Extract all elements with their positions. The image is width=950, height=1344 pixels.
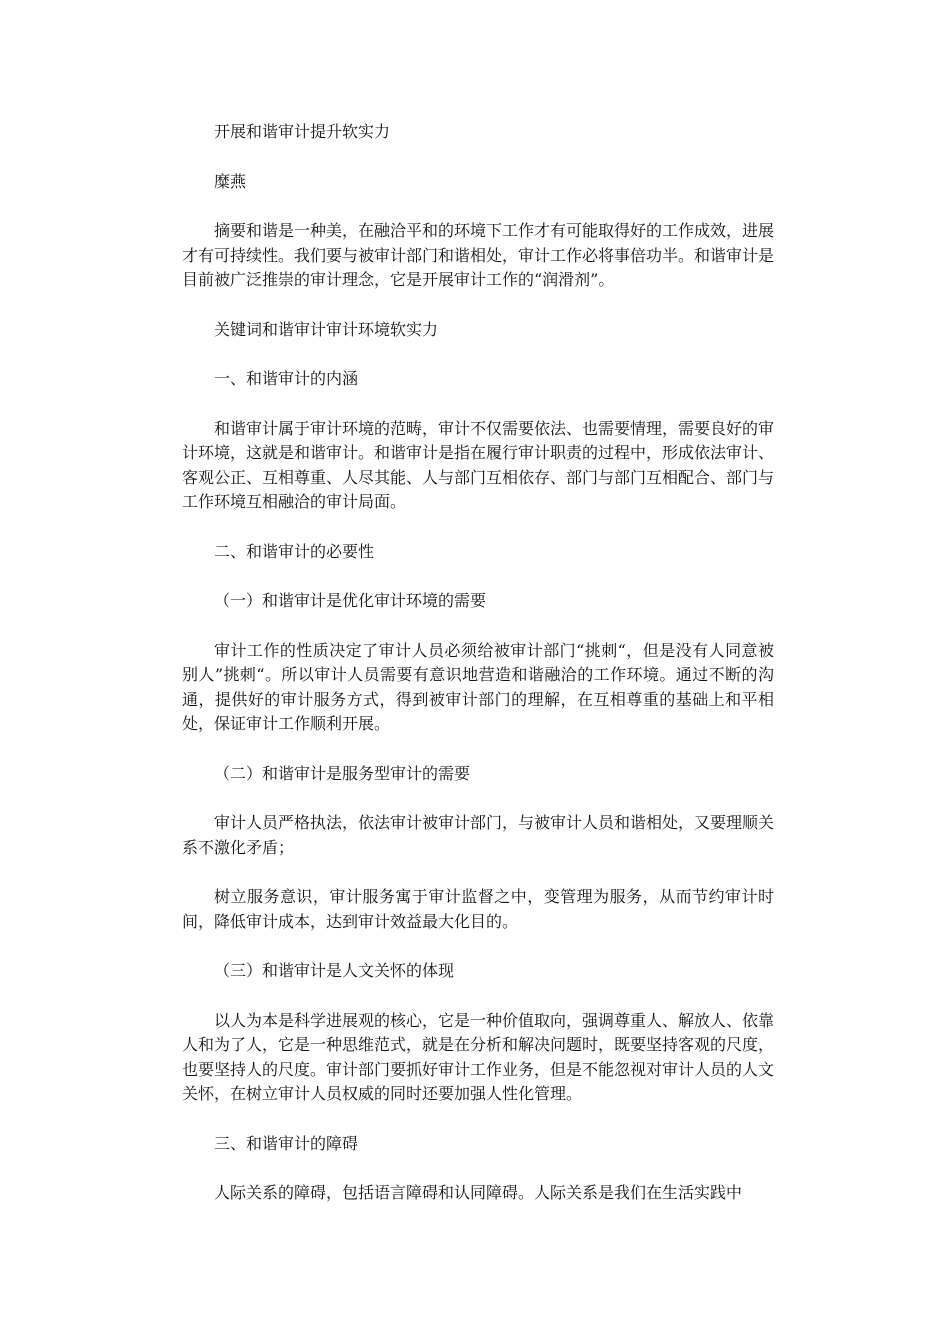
subsection-heading-3: （三）和谐审计是人文关怀的体现 — [214, 961, 455, 980]
section-heading-3: 三、和谐审计的障碍 — [214, 1133, 359, 1153]
author-name: 糜燕 — [214, 171, 247, 191]
keywords-line: 关键词和谐审计审计环境软实力 — [214, 319, 439, 339]
section1-paragraph: 和谐审计属于审计环境的范畴，审计不仅需要依法、也需要情理，需要良好的审计环境，这就是和谐审计。和谐审计是指在履行审计职责的过程中，形成依法审计、客观公正、互相尊重、人尽其能、人与部门互相依存、部门与部门互相配合、部门与工作环境互相融洽的审计局面。 — [182, 418, 775, 511]
subsection1-paragraph: 审计工作的性质决定了审计人员必须给被审计部门“挑刺“，但是没有人同意被别人”挑刺“。所以审计人员需要有意识地营造和谐融洽的工作环境。通过不断的沟通，提供好的审计服务方式，得到被审计部门的理解，在互相尊重的基础上和平相处，保证审计工作顺利开展。 — [182, 640, 774, 733]
section3-paragraph: 人际关系的障碍，包括语言障碍和认同障碍。人际关系是我们在生活实践中 — [214, 1183, 743, 1202]
section-heading-1: 一、和谐审计的内涵 — [214, 369, 359, 388]
subsection3-paragraph: 以人为本是科学进展观的核心，它是一种价值取向，强调尊重人、解放人、依靠人和为了人，它是一种思维范式，就是在分析和解决问题时，既要坚持客观的尺度，也要坚持人的尺度。审计部门要抓好审计工作业务，但是不能忽视对审计人员的人文关怀，在树立审计人员权威的同时还要加强人性化管理。 — [182, 1010, 775, 1103]
subsection-heading-1: （一）和谐审计是优化审计环境的需要 — [214, 591, 487, 610]
abstract-paragraph: 摘要和谐是一种美，在融洽平和的环境下工作才有可能取得好的工作成效，进展才有可持续性。我们要与被审计部门和谐相处，审计工作必将事倍功半。和谐审计是目前被广泛推崇的审计理念，它是开展审计工作的“润滑剂”。 — [182, 221, 775, 289]
document-page — [182, 120, 774, 1206]
document-title: 开展和谐审计提升软实力 — [214, 122, 391, 141]
subsection2-paragraph-2: 树立服务意识，审计服务寓于审计监督之中，变管理为服务，从而节约审计时间，降低审计成本，达到审计效益最大化目的。 — [182, 887, 774, 931]
section-heading-2: 二、和谐审计的必要性 — [214, 541, 375, 561]
subsection-heading-2: （二）和谐审计是服务型审计的需要 — [214, 763, 471, 783]
subsection2-paragraph-1: 审计人员严格执法，依法审计被审计部门，与被审计人员和谐相处，又要理顺关系不激化矛盾； — [182, 813, 775, 857]
